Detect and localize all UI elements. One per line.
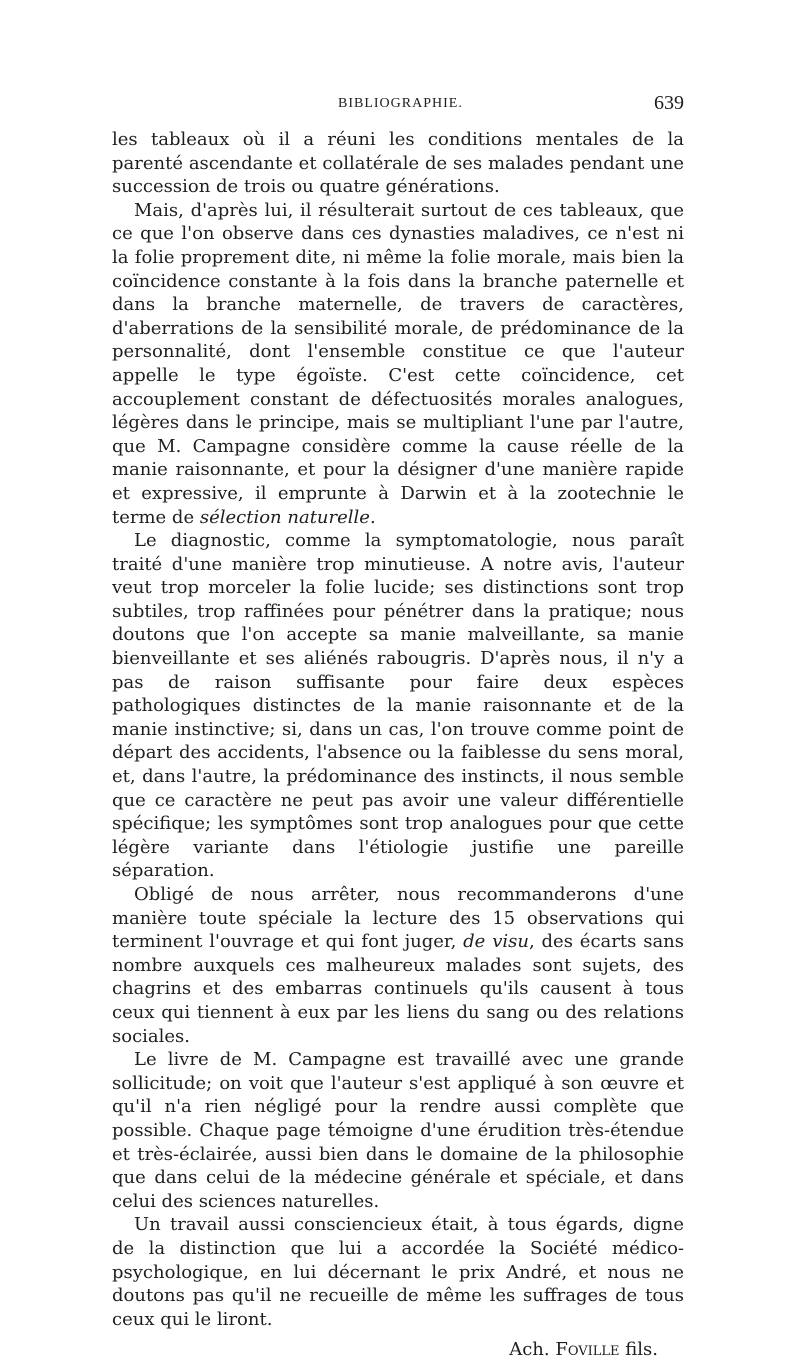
running-title: BIBLIOGRAPHIE. xyxy=(338,96,463,111)
paragraph xyxy=(112,1213,684,1331)
text-segment: les tableaux où il a réuni les conditions mentales de la parenté ascendante et collatérale de ses malades pendant une succession de trois ou quatre générations. xyxy=(112,129,684,198)
paragraph xyxy=(112,128,684,199)
italic-text: de visu xyxy=(463,931,529,953)
paragraph xyxy=(112,1048,684,1213)
signature-name: Foville xyxy=(555,1339,620,1361)
signature-prefix: Ach. xyxy=(509,1339,556,1361)
text-segment: Mais, d'après lui, il résulterait surtout de ces tableaux, que ce que l'on observe dans ces dynasties maladives, ce n'est ni la folie proprement dite, ni même la folie morale, mais bien la coïncidence constante à la fois dans la branche paternelle et dans la branche maternelle, de travers de caractères, d'aberrations de la sensibilité morale, de prédominance de la personnalité, dont l'ensemble constitue ce que l'auteur appelle le type égoïste. C'est cette coïncidence, cet accouplement constant de défectuosités morales analogues, légères dans le principe, mais se multipliant l'une par l'autre, que M. Campagne considère comme la cause réelle de la manie raisonnante, et pour la désigner d'une manière rapide et expressive, il emprunte à Darwin et à la zootechnie le terme de xyxy=(112,199,684,528)
book-page xyxy=(112,92,684,1363)
italic-text: sélection naturelle. xyxy=(199,506,376,528)
paragraph xyxy=(112,883,684,1048)
text-segment: , des écarts sans nombre auxquels ces malheureux malades sont sujets, des chagrins et des embarras continuels qu'ils causent à tous ceux qui tiennent à eux par les liens du sang ou des relations sociales. xyxy=(112,931,685,1047)
text-segment: Obligé de nous arrêter, nous recommanderons d'une manière toute spéciale la lecture des 15 observations qui terminent l'ouvrage et qui font juger, xyxy=(112,884,684,953)
page-number: 639 xyxy=(654,92,684,114)
signature-suffix: fils. xyxy=(619,1339,658,1361)
article-body xyxy=(112,128,684,1331)
paragraph xyxy=(112,199,684,529)
text-segment: Le livre de M. Campagne est travaillé avec une grande sollicitude; on voit que l'auteur s'est appliqué à son œuvre et qu'il n'a rien négligé pour la rendre aussi complète que possible. Chaque page témoigne d'une érudition très-étendue et très-éclairée, aussi bien dans le domaine de la philosophie que dans celui de la médecine générale et spéciale, et dans celui des sciences naturelles. xyxy=(112,1049,684,1212)
page-header xyxy=(112,92,684,128)
text-segment: Le diagnostic, comme la symptomatologie, nous paraît traité d'une manière trop minutieuse. A notre avis, l'auteur veut trop morceler la folie lucide; ses distinctions sont trop subtiles, trop raffinées pour pénétrer dans la pratique; nous doutons que l'on accepte sa manie malveillante, sa manie bienveillante et ses aliénés rabougris. D'après nous, il n'y a pas de raison suffisante pour faire deux espèces pathologiques distinctes de la manie raisonnante et de la manie instinctive; si, dans un cas, l'on trouve comme point de départ des accidents, l'absence ou la faiblesse du sens moral, et, dans l'autre, la prédominance des instincts, il nous semble que ce caractère ne peut pas avoir une valeur différentielle spécifique; les symptômes sont trop analogues pour que cette légère variante dans l'étiologie justifie une pareille séparation. xyxy=(112,530,684,882)
text-segment: Un travail aussi consciencieux était, à tous égards, digne de la distinction que lui a accordée la Société médico-psychologique, en lui décernant le prix André, et nous ne doutons pas qu'il ne recueille de même les suffrages de tous ceux qui le liront. xyxy=(112,1214,684,1330)
author-signature xyxy=(112,1337,684,1363)
paragraph xyxy=(112,529,684,883)
